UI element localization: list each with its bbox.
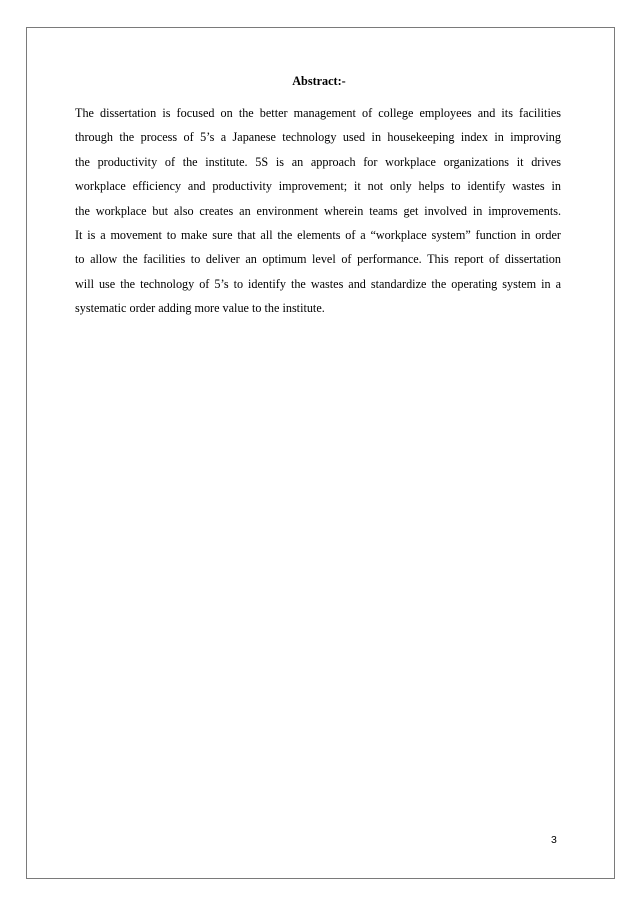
abstract-line: workplace efficiency and productivity improvement; it not only helps to identify wastes in (75, 179, 561, 194)
abstract-line: The dissertation is focused on the better management of college employees and its facilities (75, 106, 561, 120)
abstract-line: to allow the facilities to deliver an optimum level of performance. This report of dissertation (75, 252, 561, 267)
page-number: 3 (551, 834, 557, 846)
abstract-line: It is a movement to make sure that all the elements of a “workplace system” function in order (75, 228, 561, 243)
abstract-line: through the process of 5’s a Japanese technology used in housekeeping index in improving (75, 130, 561, 145)
abstract-line: will use the technology of 5’s to identify the wastes and standardize the operating system in a (75, 276, 561, 291)
abstract-paragraph (75, 101, 561, 321)
abstract-line: systematic order adding more value to the institute. (75, 301, 325, 316)
abstract-line: the productivity of the institute. 5S is an approach for workplace organizations it drives (75, 154, 561, 169)
abstract-heading: Abstract:- (292, 74, 346, 88)
abstract-line: the workplace but also creates an environment wherein teams get involved in improvements. (75, 203, 561, 218)
